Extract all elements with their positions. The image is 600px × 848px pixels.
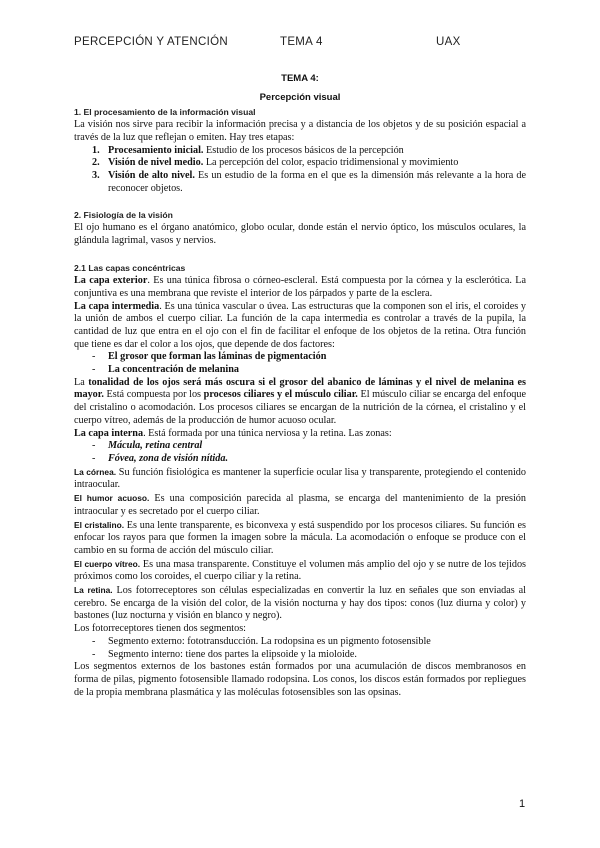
list-item xyxy=(74,440,526,453)
paragraph-cristalino xyxy=(74,519,526,558)
list-term: Visión de nivel medio. xyxy=(108,157,204,169)
list-term: Procesamiento inicial. xyxy=(108,144,204,156)
paragraph-cuerpo-vitreo xyxy=(74,558,526,584)
paragraph-capa-exterior xyxy=(74,275,526,300)
paragraph-final: Los segmentos externos de los bastones están formados por una acumulación de discos membranosos en forma de pilas, pigmento fotosensible llamado rodopsina. Los conos, los discos están formados por repliegues de la propia membrana plasmática y las moléculas fotosensibles son las opsinas. xyxy=(74,661,526,698)
paragraph-text: El músculo ciliar se encarga del enfoque del cristalino o acomodación. Los procesos ciliares se encargan de la nutrición de la córnea, el cristalino y el cuerpo vítreo, además de la producción de humor acuoso ocular. xyxy=(74,389,527,426)
page-number: 1 xyxy=(519,798,526,810)
paragraph-cornea xyxy=(74,466,526,492)
list-text: El grosor que forman las láminas de pigmentación xyxy=(108,351,327,363)
paragraph-text: . Está formada por una túnica nerviosa y la retina. Las zonas: xyxy=(143,427,392,439)
paragraph-retina xyxy=(74,584,526,623)
term: El humor acuoso. xyxy=(74,493,150,504)
paragraph-text: Es una composición parecida al plasma, se encarga del mantenimiento de la presión intraocular y es secretado por el cuerpo ciliar. xyxy=(74,493,526,517)
list-item xyxy=(74,364,526,377)
list-item xyxy=(74,170,526,195)
zones-list xyxy=(74,440,526,465)
stages-list xyxy=(74,145,526,196)
paragraph-text: Es una masa transparente. Constituye el volumen más amplio del ojo y se nutre de los tejidos próximos como los coroides, el cuerpo ciliar y la retina. xyxy=(74,558,527,583)
section-2-text: El ojo humano es el órgano anatómico, globo ocular, donde están el nervio óptico, los músculos oculares, la glándula lagrimal, vasos y nervios. xyxy=(74,222,526,246)
term: La córnea. xyxy=(74,466,117,477)
list-item: - Segmento externo: fototransducción. La rodopsina es un pigmento fotosensible xyxy=(74,636,526,649)
list-number: 2. xyxy=(92,157,100,169)
list-text: La percepción del color, espacio tridimensional y movimiento xyxy=(203,157,459,169)
paragraph-capa-interna xyxy=(74,428,526,441)
page-header xyxy=(74,36,534,50)
section-1-intro: La visión nos sirve para recibir la información precisa y a distancia de los objetos y de su posición espacial a través de la luz que reflejan o emiten. Hay tres etapas: xyxy=(74,119,526,143)
list-text: Estudio de los procesos básicos de la percepción xyxy=(203,144,404,156)
term: La capa intermedia xyxy=(74,300,160,312)
term: El cuerpo vítreo. xyxy=(74,558,141,569)
list-text: Fóvea, zona de visión nítida. xyxy=(108,452,228,464)
list-term: Visión de alto nivel. xyxy=(108,169,195,181)
factors-list xyxy=(74,351,526,376)
segments-list xyxy=(74,636,526,661)
paragraph-humor-acuoso xyxy=(74,492,526,518)
term: El cristalino. xyxy=(74,519,125,530)
section-heading-2: 2. Fisiología de la visión xyxy=(74,210,173,221)
document-subtitle: Percepción visual xyxy=(259,91,341,103)
header-topic: TEMA 4 xyxy=(280,36,323,48)
paragraph-text: Su función fisiológica es mantener la superficie ocular lisa y transparente, protegiendo el contenido intraocular. xyxy=(74,466,526,491)
term: La capa interna xyxy=(74,427,144,439)
list-number: 1. xyxy=(92,144,100,156)
paragraph-text: Es una lente transparente, es biconvexa y está suspendido por los procesos ciliares. Su función es enfocar los rayos para que formen la imagen sobre la mácula. La acomodación o enfoque se produce con el cambio en su forma de acción del músculo ciliar. xyxy=(74,519,526,556)
list-item xyxy=(74,145,526,158)
paragraph-segmentos-intro: Los fotorreceptores tienen dos segmentos: xyxy=(74,623,247,635)
list-item: - Segmento interno: tiene dos partes la elipsoide y la mioloide. xyxy=(74,649,526,662)
document-title: TEMA 4: xyxy=(281,73,319,84)
paragraph-text: Los fotorreceptores son células especializadas en convertir la luz en señales que son enviadas al cerebro. Se encarga de la visión del color, de la visión nocturna y hay dos tipos: conos (luz diurna y color) y bastones (luz nocturna y visión en blanco y negro). xyxy=(74,585,526,622)
list-item xyxy=(74,453,526,466)
paragraph-tonalidad xyxy=(74,377,526,428)
section-heading-1: 1. El procesamiento de la información visual xyxy=(74,107,256,118)
header-institution: UAX xyxy=(436,36,461,48)
emphasis: tonalidad de los ojos será más oscura si el grosor del abanico de láminas y el nivel de melanina es mayor. xyxy=(74,376,526,401)
paragraph-text: Está compuesta por los xyxy=(103,389,204,401)
paragraph-text: . Es una túnica vascular o úvea. Las estructuras que la componen son el iris, el coroides y la unión de ambos el cuerpo ciliar. La función de la capa intermedia es controlar a través de la pupila, la cantidad de luz que entra en el ojo con el fin de facilitar el enfoque de los objetos de la retina. Otra función que tiene es dar el color a los ojos, que depende de dos factores: xyxy=(74,300,527,350)
section-heading-2-1: 2.1 Las capas concéntricas xyxy=(74,263,186,274)
list-item xyxy=(74,157,526,170)
emphasis: procesos ciliares y el músculo ciliar. xyxy=(203,389,358,401)
list-text: Mácula, retina central xyxy=(108,440,203,452)
paragraph-text: La xyxy=(74,376,89,388)
term: La capa exterior xyxy=(74,275,148,287)
list-text: Es un estudio de la forma en el que es la dimensión más relevante a la hora de reconocer objetos. xyxy=(108,169,526,194)
header-course: PERCEPCIÓN Y ATENCIÓN xyxy=(74,36,228,48)
list-text: La concentración de melanina xyxy=(108,364,240,376)
document-body xyxy=(74,72,526,699)
paragraph-text: . Es una túnica fibrosa o córneo-escleral. Está compuesta por la córnea y la esclerótica. La conjuntiva es una membrana que reviste el interior de los párpados y parte de la esclera. xyxy=(74,275,527,299)
term: La retina. xyxy=(74,585,113,596)
list-item xyxy=(74,351,526,364)
list-number: 3. xyxy=(92,169,100,181)
paragraph-capa-intermedia xyxy=(74,301,526,352)
